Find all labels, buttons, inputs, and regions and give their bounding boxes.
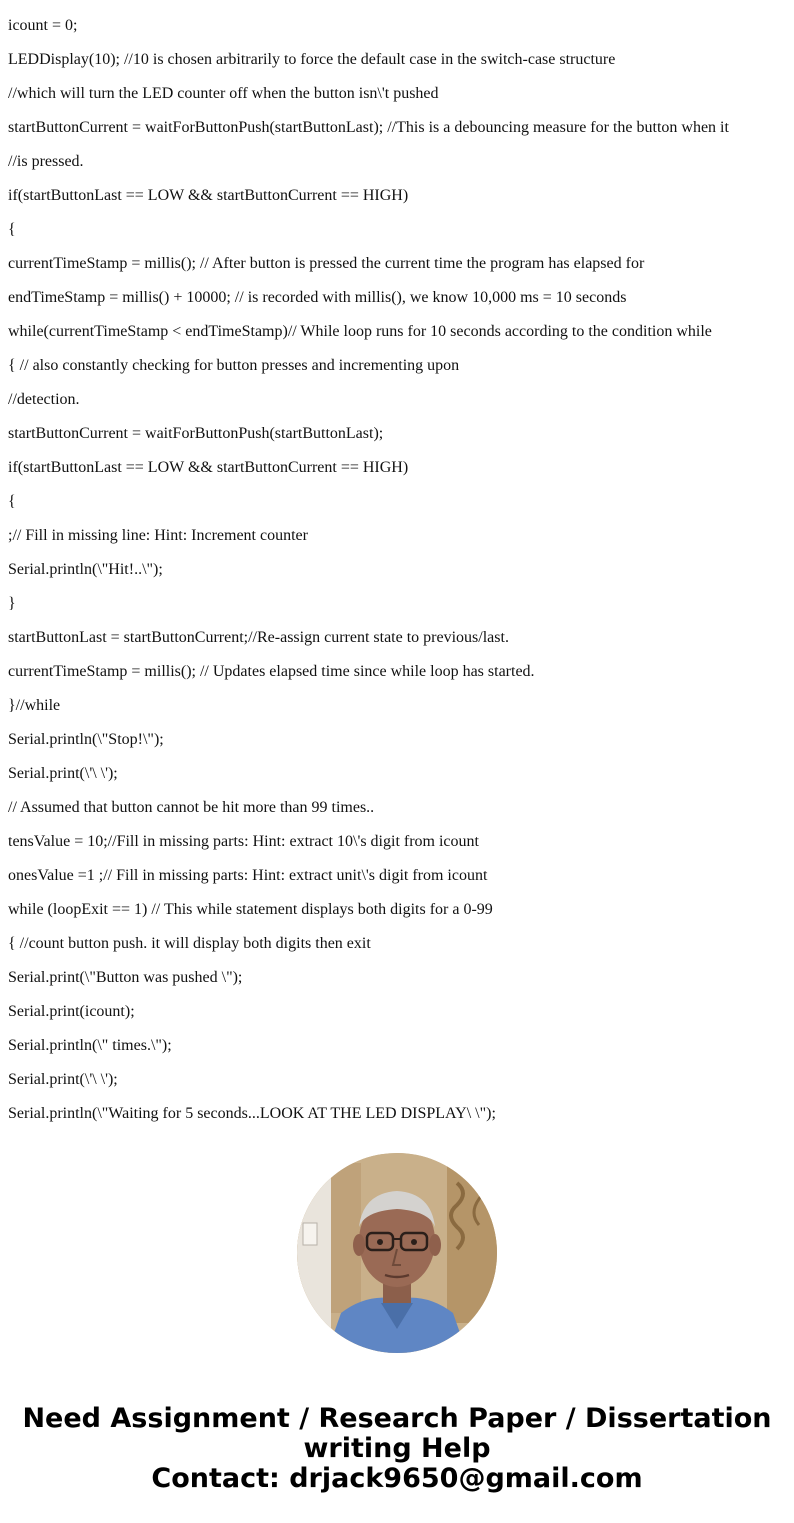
- code-line: Serial.println(\"Stop!\");: [8, 731, 164, 748]
- promo-banner: [0, 1404, 794, 1494]
- code-line: { // also constantly checking for button presses and incrementing upon: [8, 357, 460, 374]
- code-line: Serial.println(\"Waiting for 5 seconds...LOOK AT THE LED DISPLAY\ \");: [8, 1105, 496, 1122]
- code-line: startButtonCurrent = waitForButtonPush(startButtonLast);: [8, 425, 384, 442]
- promo-line-1: Need Assignment / Research Paper / Dissertation: [22, 1403, 772, 1434]
- code-line: {: [8, 221, 16, 238]
- code-line: endTimeStamp = millis() + 10000; // is recorded with millis(), we know 10,000 ms = 10 seconds: [8, 289, 627, 306]
- author-avatar: [297, 1153, 497, 1353]
- code-line: icount = 0;: [8, 17, 78, 34]
- code-line: Serial.println(\"Hit!..\");: [8, 561, 163, 578]
- code-line: ;// Fill in missing line: Hint: Increment counter: [8, 527, 308, 544]
- code-line: onesValue =1 ;// Fill in missing parts: Hint: extract unit\'s digit from icount: [8, 867, 488, 884]
- code-line: // Assumed that button cannot be hit more than 99 times..: [8, 799, 375, 816]
- code-line: Serial.print(\"Button was pushed \");: [8, 969, 243, 986]
- code-line: Serial.print(icount);: [8, 1003, 135, 1020]
- promo-line-2: writing Help: [303, 1433, 491, 1464]
- code-line: //which will turn the LED counter off when the button isn\'t pushed: [8, 85, 439, 102]
- code-line: if(startButtonLast == LOW && startButtonCurrent == HIGH): [8, 187, 409, 204]
- promo-contact: Contact: drjack9650@gmail.com: [151, 1463, 643, 1494]
- code-line: currentTimeStamp = millis(); // Updates elapsed time since while loop has started.: [8, 663, 535, 680]
- code-line: {: [8, 493, 16, 510]
- code-line: if(startButtonLast == LOW && startButtonCurrent == HIGH): [8, 459, 409, 476]
- code-line: { //count button push. it will display both digits then exit: [8, 935, 371, 952]
- code-line: startButtonCurrent = waitForButtonPush(startButtonLast); //This is a debouncing measure for the button when it: [8, 119, 729, 136]
- code-line: Serial.print(\'\ \');: [8, 765, 118, 782]
- code-line: [8, 0, 788, 1]
- code-line: while(currentTimeStamp < endTimeStamp)// While loop runs for 10 seconds according to the condition while: [8, 323, 712, 340]
- code-lines-list: [8, 0, 788, 1123]
- code-line: }: [8, 595, 16, 612]
- code-line: tensValue = 10;//Fill in missing parts: Hint: extract 10\'s digit from icount: [8, 833, 479, 850]
- code-line: //is pressed.: [8, 153, 84, 170]
- code-line: while (loopExit == 1) // This while statement displays both digits for a 0-99: [8, 901, 493, 918]
- code-line: LEDDisplay(10); //10 is chosen arbitrarily to force the default case in the switch-case structure: [8, 51, 616, 68]
- code-line: //detection.: [8, 391, 80, 408]
- code-line: Serial.println(\" times.\");: [8, 1037, 172, 1054]
- code-line: currentTimeStamp = millis(); // After button is pressed the current time the program has elapsed for: [8, 255, 645, 272]
- code-line: }//while: [8, 697, 61, 714]
- code-line: startButtonLast = startButtonCurrent;//Re-assign current state to previous/last.: [8, 629, 509, 646]
- code-line: Serial.print(\'\ \');: [8, 1071, 118, 1088]
- person-photo-icon: [297, 1153, 497, 1353]
